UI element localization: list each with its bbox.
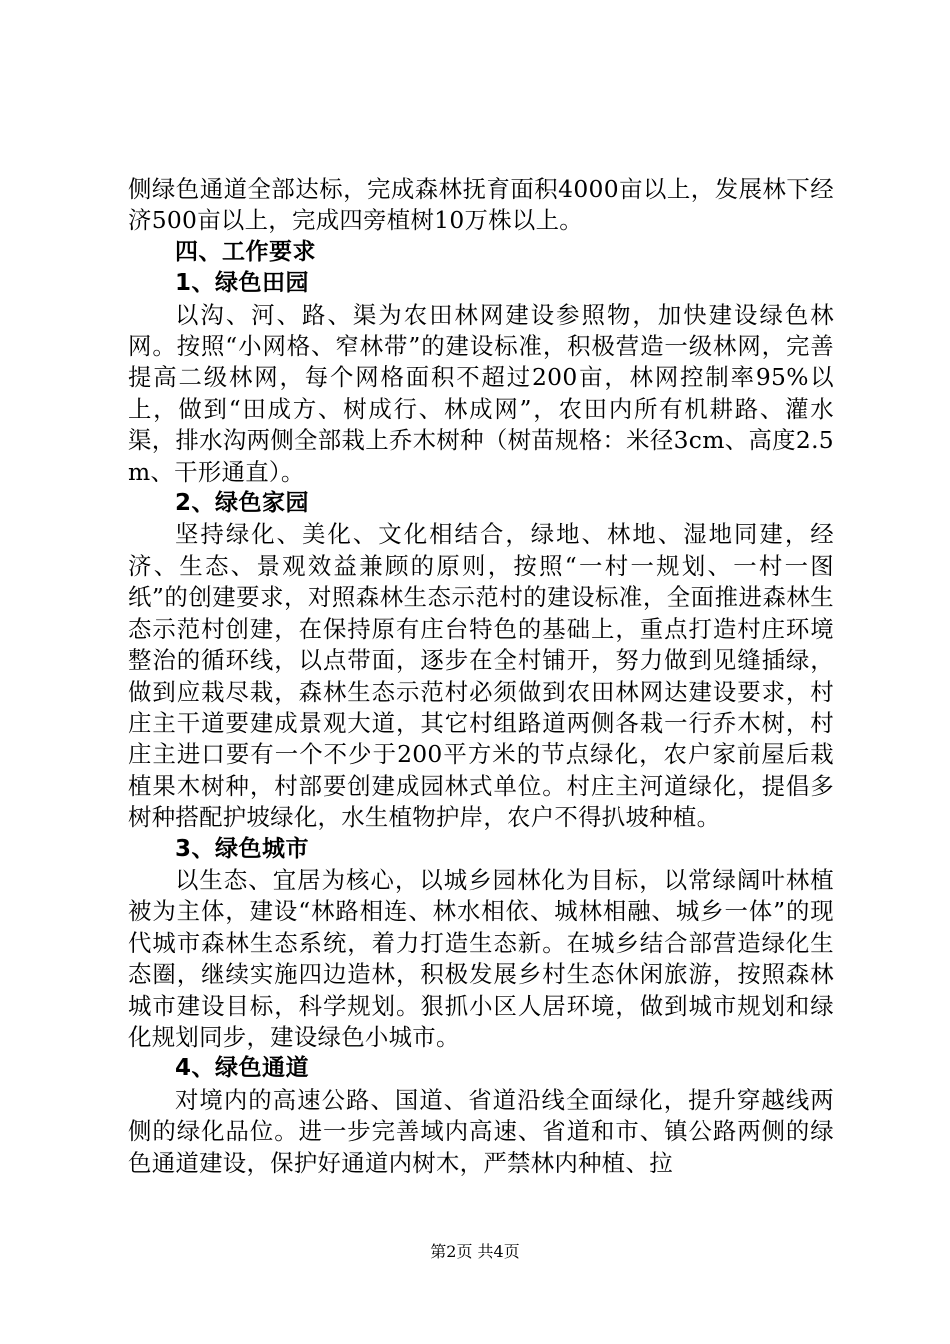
subsection-heading: 4、绿色通道	[175, 1055, 310, 1082]
document-body	[128, 174, 834, 1179]
page-number-footer: 第2页 共4页	[430, 1242, 520, 1261]
body-paragraph: 坚持绿化、美化、文化相结合，绿地、林地、湿地同建，经济、生态、景观效益兼顾的原则，按照“一村一规划、一村一图纸”的创建要求，对照森林生态示范村的建设标准，全面推进森林生态示范村创建，在保持原有庄台特色的基础上，重点打造村庄环境整治的循环线，以点带面，逐步在全村铺开，努力做到见缝插绿，做到应栽尽栽，森林生态示范村必须做到农田林网达建设要求，村庄主干道要建成景观大道，其它村组路道两侧各栽一行乔木树，村庄主进口要有一个不少于200平方米的节点绿化，农户家前屋后栽植果木树种，村部要创建成园林式单位。村庄主河道绿化，提倡多树种搭配护坡绿化，水生植物护岸，农户不得扒坡种植。	[128, 520, 834, 832]
body-paragraph: 以生态、宜居为核心，以城乡园林化为目标，以常绿阔叶林植被为主体，建设“林路相连、林水相依、城林相融、城乡一体”的现代城市森林生态系统，着力打造生态新。在城乡结合部营造绿化生态圈，继续实施四边造林，积极发展乡村生态休闲旅游，按照森林城市建设目标，科学规划。狠抓小区人居环境，做到城市规划和绿化规划同步，建设绿色小城市。	[128, 865, 834, 1051]
subsection-heading: 3、绿色城市	[175, 835, 310, 862]
body-paragraph: 以沟、河、路、渠为农田林网建设参照物，加快建设绿色林网。按照“小网格、窄林带”的建设标准，积极营造一级林网，完善提高二级林网，每个网格面积不超过200亩，林网控制率95%以上，做到“田成方、树成行、林成网”，农田内所有机耕路、灌水渠，排水沟两侧全部栽上乔木树种（树苗规格：米径3cm、高度2.5m、干形通直）。	[128, 300, 834, 486]
subsection-heading: 1、绿色田园	[175, 270, 310, 297]
subsection-heading: 2、绿色家园	[175, 490, 310, 517]
body-paragraph: 侧绿色通道全部达标，完成森林抚育面积4000亩以上，发展林下经济500亩以上，完成四旁植树10万株以上。	[128, 175, 834, 235]
section-heading: 四、工作要求	[175, 238, 316, 265]
body-paragraph: 对境内的高速公路、国道、省道沿线全面绿化，提升穿越线两侧的绿化品位。进一步完善域内高速、省道和市、镇公路两侧的绿色通道建设，保护好通道内树木，严禁林内种植、拉	[128, 1085, 834, 1177]
